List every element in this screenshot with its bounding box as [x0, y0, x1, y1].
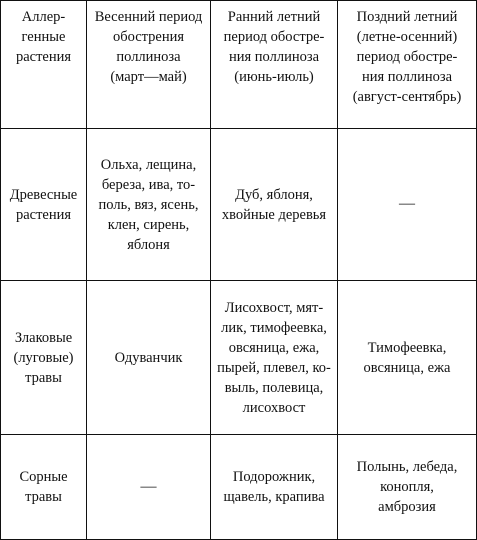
table-row	[1, 435, 477, 540]
header-early-summer-period: Ранний летний период обостре- ния поллиноза (июнь-июль)	[211, 1, 338, 129]
cell-grasses-late-summer: Тимофеевка, овсяница, ежа	[338, 281, 477, 435]
cell-weeds-early-summer: Подорожник, щавель, крапива	[211, 435, 338, 540]
cell-grasses-early-summer: Лисохвост, мят- лик, тимофеевка, овсяница, ежа, пырей, плевел, ко- выль, полевица, лисохвост	[211, 281, 338, 435]
cell-weeds-late-summer: Полынь, лебеда, конопля, амброзия	[338, 435, 477, 540]
cell-trees-early-summer: Дуб, яблоня, хвойные деревья	[211, 129, 338, 281]
header-allergenic-plants: Аллер- генные растения	[1, 1, 87, 129]
header-row	[1, 1, 477, 129]
cell-trees-late-summer: —	[338, 129, 477, 281]
cell-trees-spring: Ольха, лещина, береза, ива, то- поль, вяз, ясень, клен, сирень, яблоня	[87, 129, 211, 281]
header-spring-period: Весенний период обострения поллиноза (март—май)	[87, 1, 211, 129]
row-label-trees: Древесные растения	[1, 129, 87, 281]
row-label-weeds: Сорные травы	[1, 435, 87, 540]
table-row	[1, 281, 477, 435]
header-late-summer-period: Поздний летний (летне-осенний) период обостре- ния поллиноза (август-сентябрь)	[338, 1, 477, 129]
cell-grasses-spring: Одуванчик	[87, 281, 211, 435]
cell-weeds-spring: —	[87, 435, 211, 540]
row-label-grasses: Злаковые (луговые) травы	[1, 281, 87, 435]
table-row	[1, 129, 477, 281]
